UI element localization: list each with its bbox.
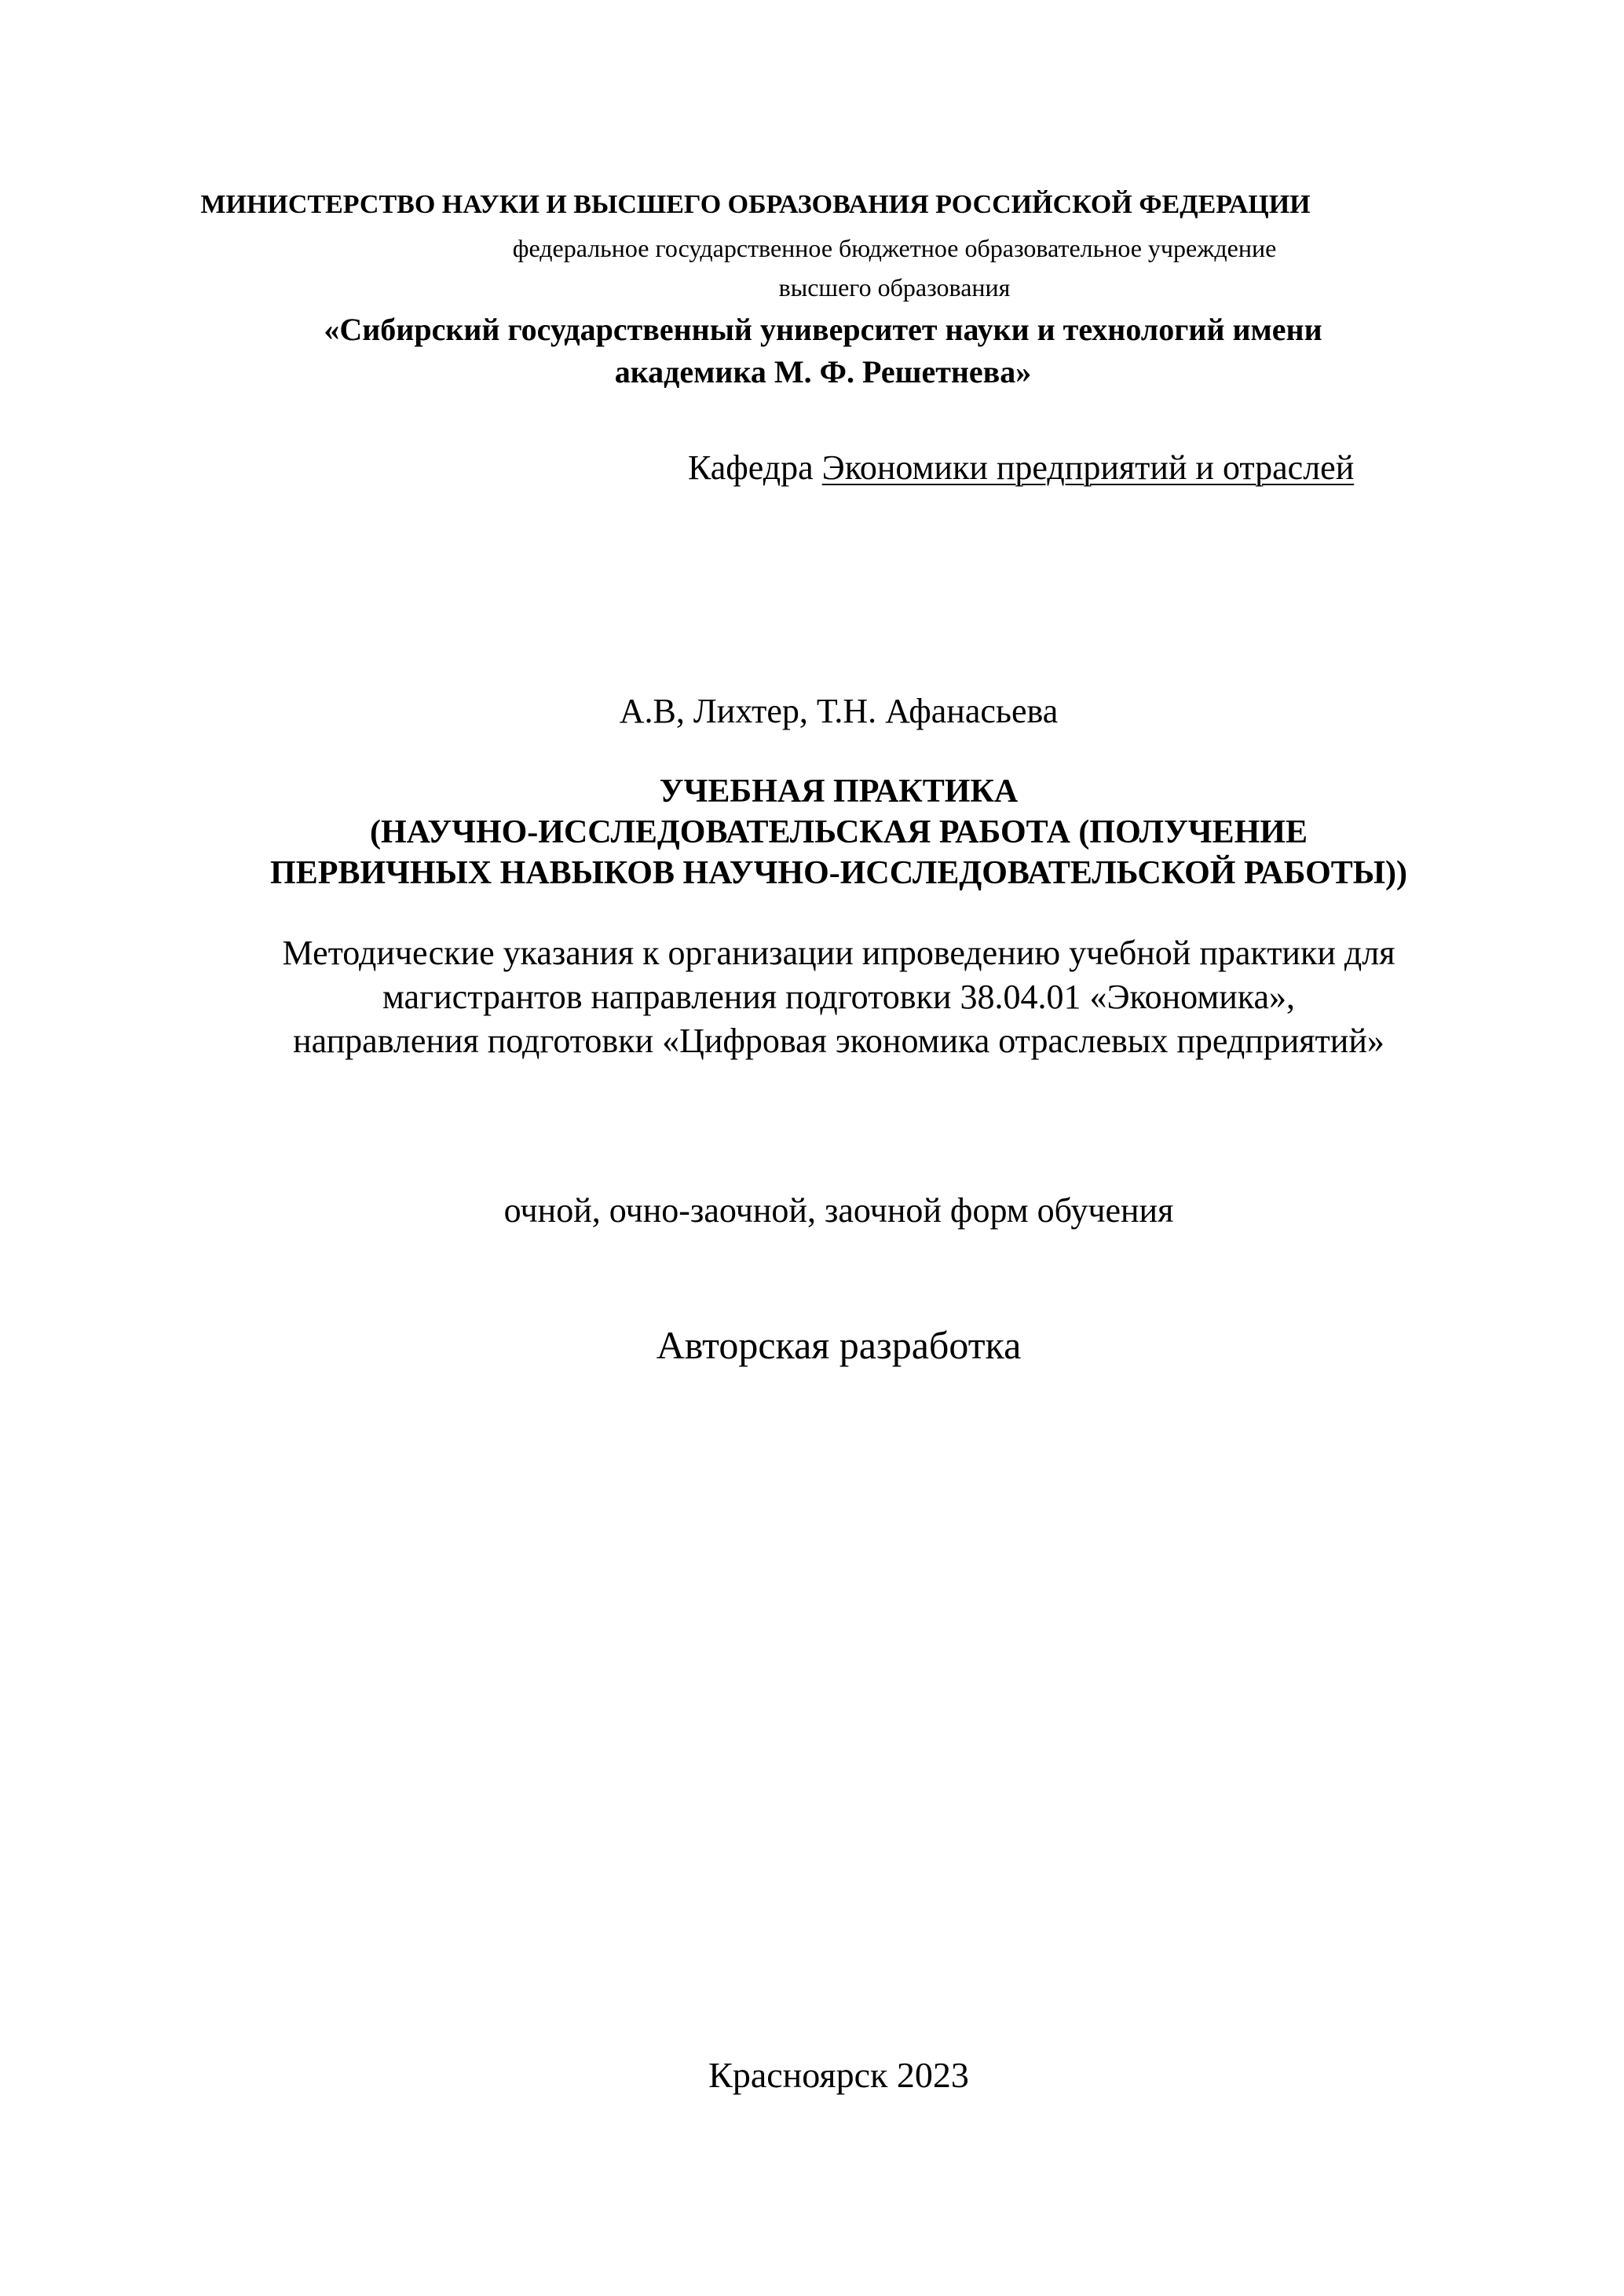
ministry-heading: МИНИСТЕРСТВО НАУКИ И ВЫСШЕГО ОБРАЗОВАНИЯ РОССИЙСКОЙ ФЕДЕРАЦИИ <box>200 190 1311 219</box>
city-year: Красноярск 2023 <box>708 2055 969 2095</box>
authors: А.В, Лихтер, Т.Н. Афанасьева <box>619 692 1059 730</box>
publication-type: Авторская разработка <box>656 1323 1022 1367</box>
description-line-3: направления подготовки «Цифровая экономика отраслевых предприятий» <box>293 1022 1384 1060</box>
department-prefix: Кафедра <box>688 448 814 487</box>
department-name: Экономики предприятий и отраслей <box>821 448 1355 487</box>
document-title-line-2: (НАУЧНО-ИССЛЕДОВАТЕЛЬСКАЯ РАБОТА (ПОЛУЧЕНИЕ <box>370 814 1308 850</box>
university-name-line-1: «Сибирский государственный университет науки и технологий имени <box>324 312 1322 347</box>
institution-type-line-1: федеральное государственное бюджетное образовательное учреждение <box>512 234 1277 262</box>
description-line-2: магистрантов направления подготовки 38.04.01 «Экономика», <box>382 978 1295 1016</box>
document-title-line-1: УЧЕБНАЯ ПРАКТИКА <box>659 773 1019 810</box>
institution-type-line-2: высшего образования <box>778 273 1011 302</box>
department-line <box>688 448 1354 488</box>
document-title-line-3: ПЕРВИЧНЫХ НАВЫКОВ НАУЧНО-ИССЛЕДОВАТЕЛЬСКОЙ РАБОТЫ)) <box>270 855 1407 891</box>
university-name-line-2: академика М. Ф. Решетнева» <box>614 354 1032 389</box>
study-forms: очной, очно-заочной, заочной форм обучения <box>503 1191 1174 1230</box>
description-line-1: Методические указания к организации ипроведению учебной практики для <box>282 934 1395 972</box>
